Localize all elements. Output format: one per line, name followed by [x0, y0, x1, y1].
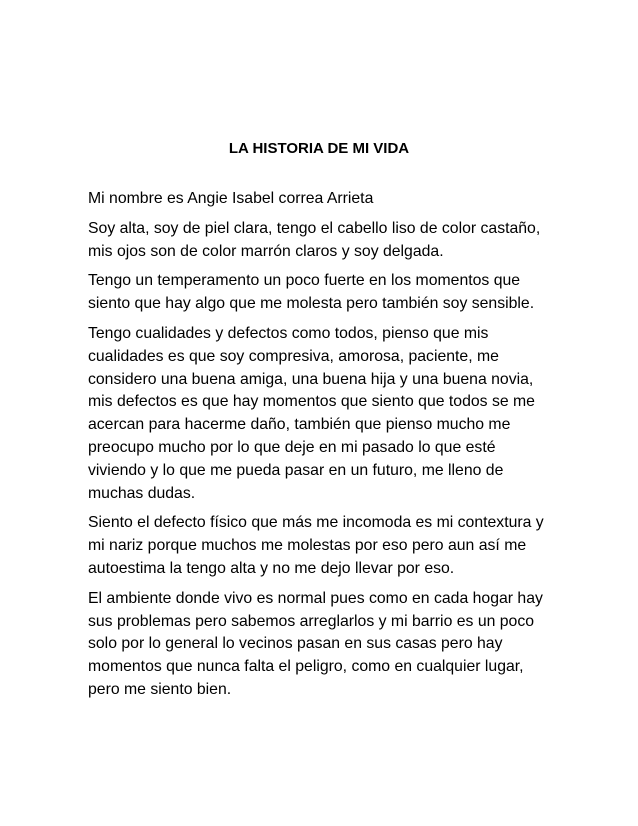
paragraph-appearance: Soy alta, soy de piel clara, tengo el cabello liso de color castaño, mis ojos son de color marrón claros y soy delgada. — [88, 219, 541, 260]
paragraph-temperament: Tengo un temperamento un poco fuerte en los momentos que siento que hay algo que me molesta pero también soy sensible. — [88, 272, 535, 313]
paragraph-physical-defect: Siento el defecto físico que más me incomoda es mi contextura y mi nariz porque muchos me molestas por eso pero aun así me autoestima la tengo alta y no me dejo llevar por eso. — [88, 514, 544, 577]
paragraph-qualities-defects: Tengo cualidades y defectos como todos, pienso que mis cualidades es que soy compresiva, amorosa, paciente, me considero una buena amiga, una buena hija y una buena novia, mis defectos es que hay momentos que siento que todos se me acercan para hacerme daño, también que pienso mucho me preocupo mucho por lo que deje en mi pasado lo que esté viviendo y lo que me pueda pasar en un futuro, me lleno de muchas dudas. — [88, 324, 535, 502]
document-body — [88, 188, 550, 709]
paragraph-name: Mi nombre es Angie Isabel correa Arrieta — [88, 190, 374, 207]
document-title: LA HISTORIA DE MI VIDA — [228, 140, 410, 157]
paragraph-environment: El ambiente donde vivo es normal pues como en cada hogar hay sus problemas pero sabemos arreglarlos y mi barrio es un poco solo por lo general lo vecinos pasan en sus casas pero hay momentos que nunca falta el peligro, como en cualquier lugar, pero me siento bien. — [88, 589, 543, 698]
